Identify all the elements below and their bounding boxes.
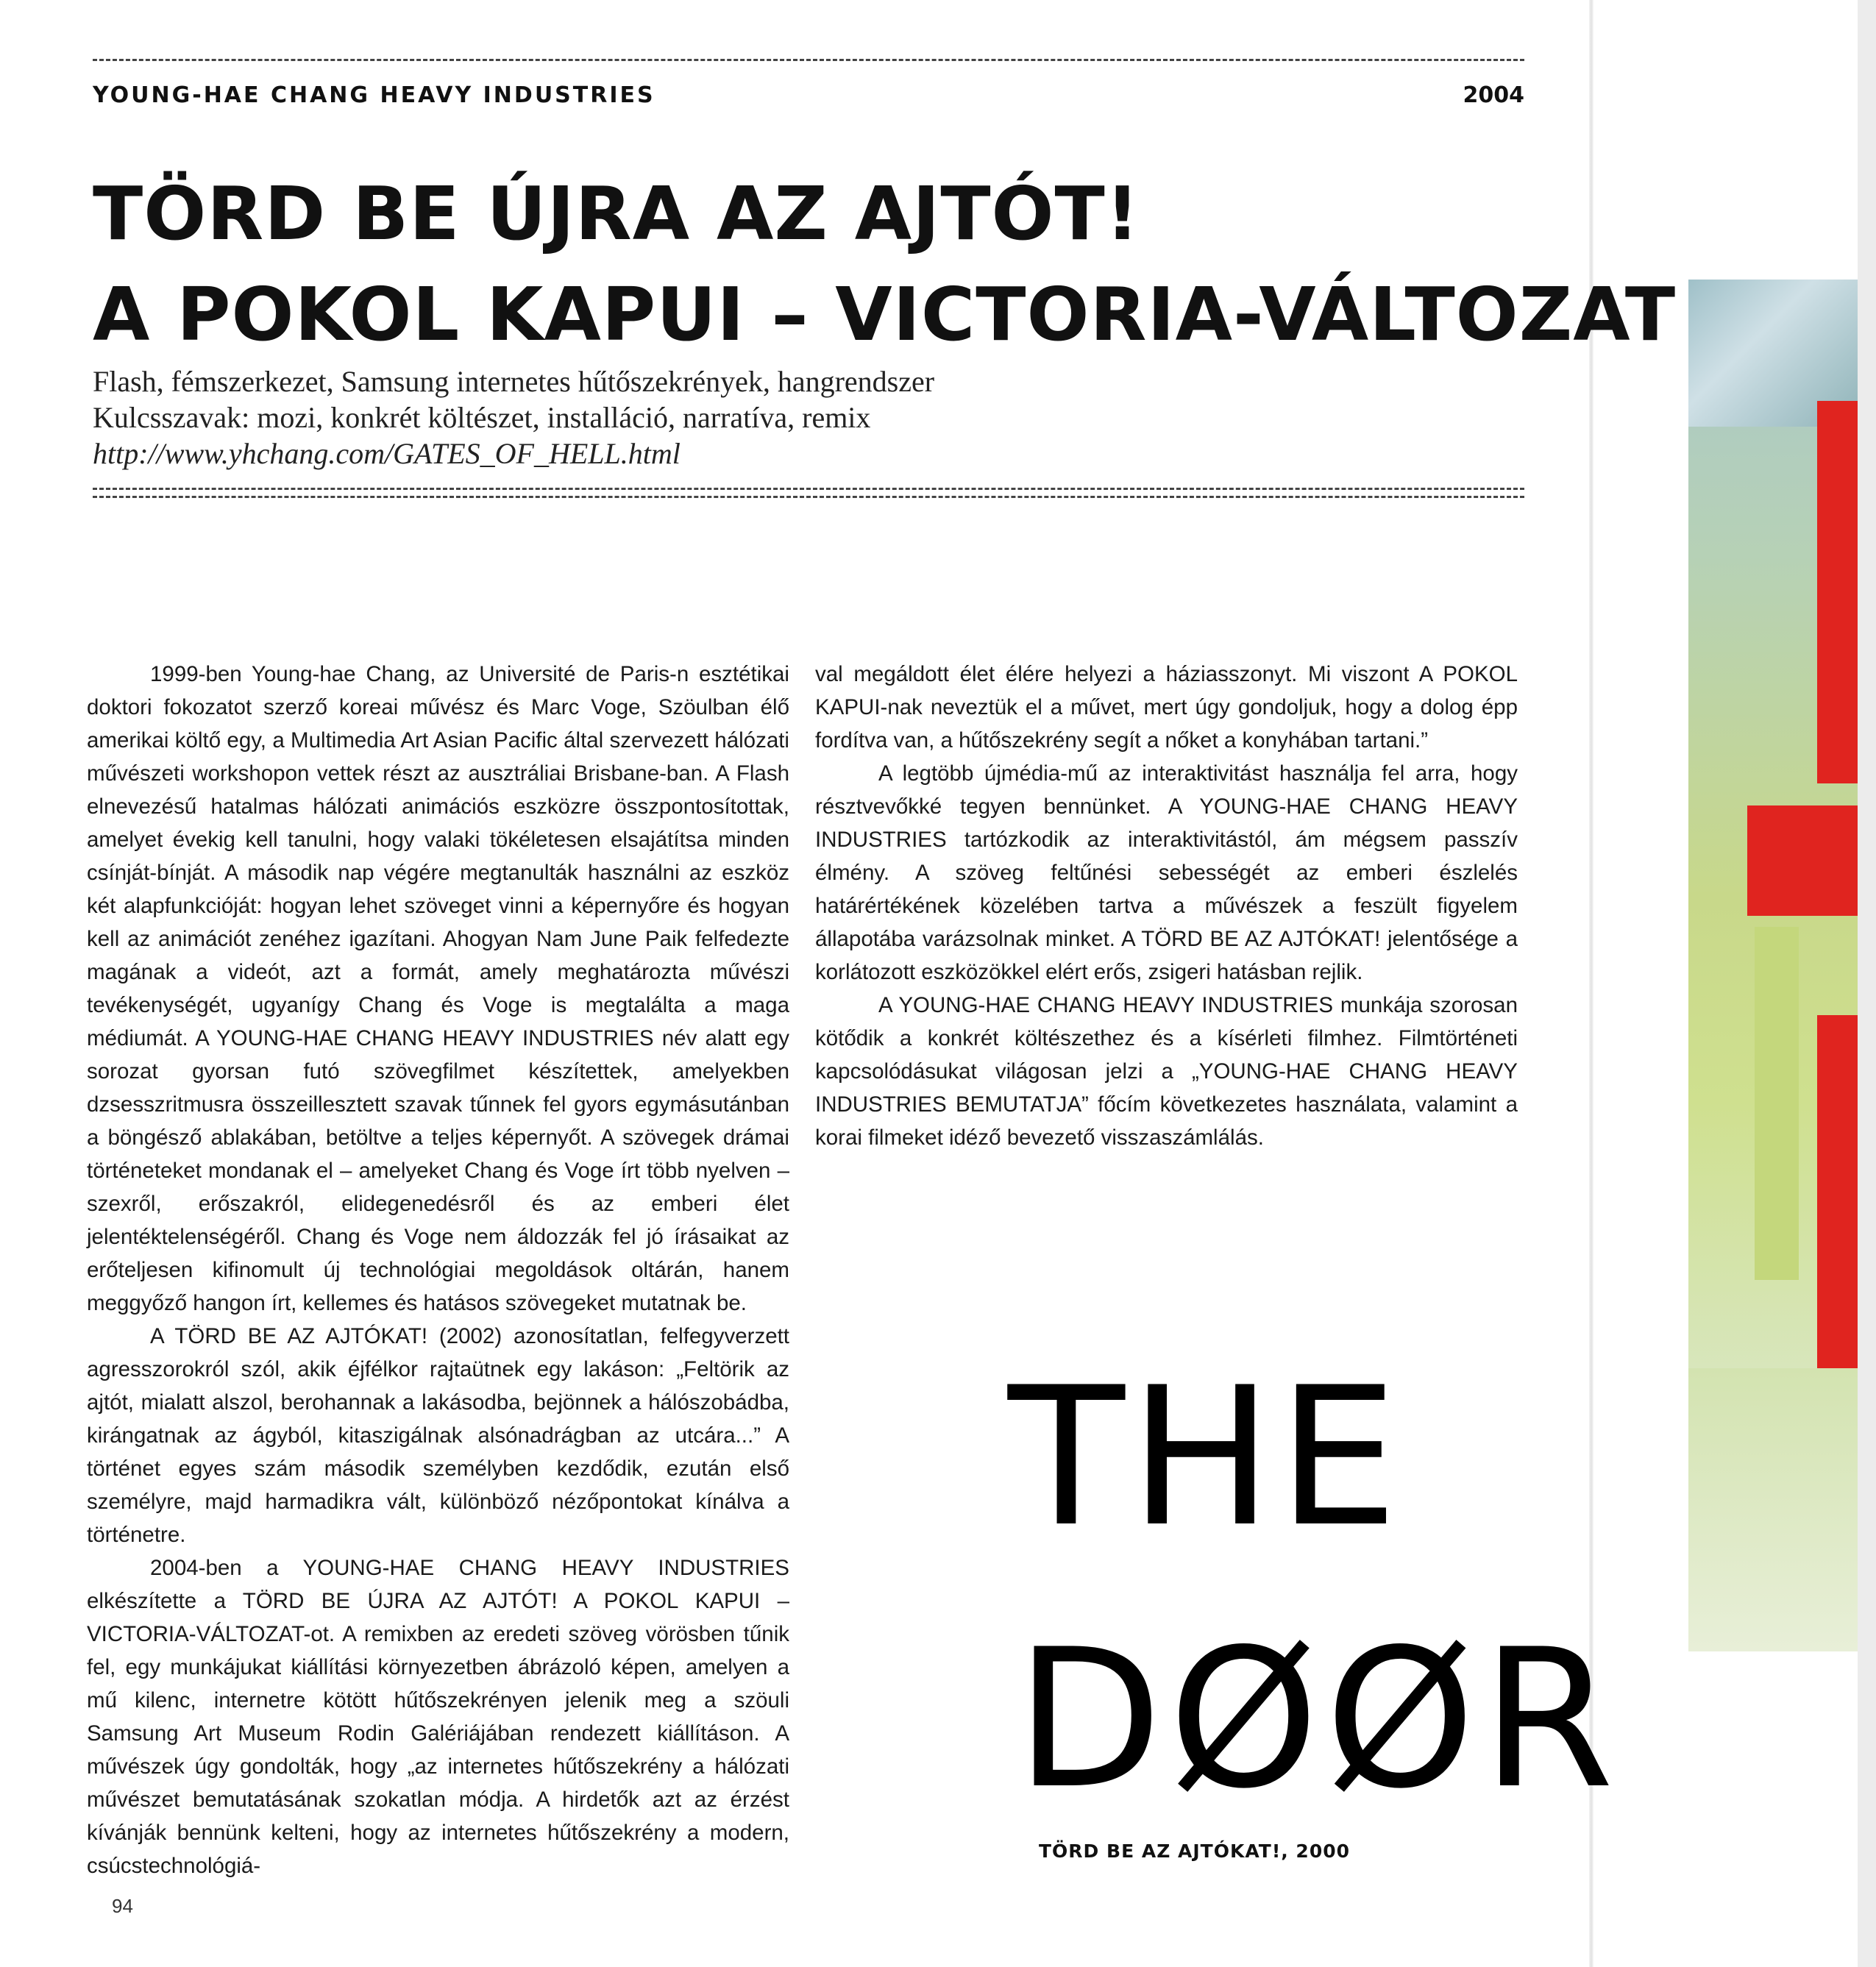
photo-red-fridge bbox=[1817, 401, 1858, 783]
url-link[interactable]: http://www.yhchang.com/GATES_OF_HELL.html bbox=[93, 437, 681, 470]
title-line-1: TÖRD BE ÚJRA AZ AJTÓT! bbox=[93, 171, 1140, 257]
paragraph: A legtöbb újmédia-mű az interaktivitást használja fel arra, hogy résztvevőkké tegyen bennünket. A YOUNG-HAE CHANG HEAVY INDUSTRIES tartózkodik az interaktivitástól, ám mégsem passzív élmény. A szöveg feltűnési sebességét az emberi észlelés határértékének közelében tartva a művészek a feszült figyelem állapotába varázsolnak minket. A TÖRD BE AZ AJTÓKAT! jelentősége a korlátozott eszközökkel elért erős, zsigeri hatásban rejlik. bbox=[815, 761, 1518, 984]
body-column-right bbox=[815, 658, 1518, 1154]
title-line-2: A POKOL KAPUI – VICTORIA-VÁLTOZAT bbox=[93, 271, 1677, 358]
paragraph: 1999-ben Young-hae Chang, az Université de Paris-n esztétikai doktori fokozatot szerző koreai művész és Marc Voge, Szöulban élő amerikai költő egy, a Multimedia Art Asian Pacific által szervezett hálózati művészeti workshopon vettek részt az ausztráliai Brisbane-ban. A Flash elnevezésű hatalmas hálózati animációs eszközre összpontosítottak, amelyet évekig kell tanulni, hogy valaki tökéletesen elsajátítsa minden csínját-bínját. A második nap végére megtanulták használni az eszköz két alapfunkcióját: hogyan lehet szöveget vinni a képernyőre és hogyan kell az animációt zenéhez igazítani. Ahogyan Nam June Paik felfedezte magának a videót, azt a formát, amely meghatározta művészi tevékenységét, ugyanígy Chang és Voge is megtalálta a maga médiumát. A YOUNG-HAE CHANG HEAVY INDUSTRIES név alatt egy sorozat gyorsan futó szövegfilmet készítettek, amelyekben dzsesszritmusra összeillesztett szavak tűnnek fel gyors egymásutánban a böngésző ablakában, betöltve a teljes képernyőt. A szövegek drámai történeteket mondanak el – amelyeket Chang és Voge írt több nyelven – szexről, erőszakról, elidegenedésről és az emberi élet jelentéktelenségéről. Chang és Voge nem áldozzák fel jó írásaikat az erőteljesen kifinomult új technológiai megoldások oltárán, hanem meggyőző hangon írt, kellemes és hatásos szövegeket mutatnak be. bbox=[87, 662, 789, 1315]
artwork-caption: TÖRD BE AZ AJTÓKAT!, 2000 bbox=[1039, 1840, 1350, 1862]
double-dashed-rule bbox=[93, 488, 1524, 498]
paragraph: val megáldott élet élére helyezi a háziasszonyt. Mi viszont A POKOL KAPUI-nak neveztük el a művet, mert úgy gondoljuk, hogy a dolog épp fordítva van, a hűtőszekrény segít a nőket a konyhában tartani.” bbox=[815, 662, 1518, 753]
installation-photo bbox=[1688, 280, 1858, 1651]
paragraph: 2004-ben a YOUNG-HAE CHANG HEAVY INDUSTRIES elkészítette a TÖRD BE ÚJRA AZ AJTÓT! A POKOL KAPUI – VICTORIA-VÁLTOZAT-ot. A remixben az eredeti szöveg vörösben tűnik fel, egy munkájukat kiállítási környezetben ábrázoló képen, amelyen a mű kilenc, internetre kötött hűtőszekrényen jelenik meg a szöuli Samsung Art Museum Rodin Galériájában rendezett kiállításon. A művészek úgy gondolták, hogy „az internetes hűtőszekrény a hálózati művészet bemutatásának szokatlan módja. A hirdetők azt az érzést kívánják bennünk kelteni, hogy az internetes hűtőszekrény a modern, csúcstechnológiá- bbox=[87, 1556, 789, 1878]
header-artist: YOUNG-HAE CHANG HEAVY INDUSTRIES bbox=[93, 82, 655, 108]
paragraph: A YOUNG-HAE CHANG HEAVY INDUSTRIES munkája szorosan kötődik a konkrét költészethez és a kísérleti filmhez. Filmtörténeti kapcsolódásukat világosan jelzi a „YOUNG-HAE CHANG HEAVY INDUSTRIES BEMUTATJA” főcím következetes használata, valamint a korai filmeket idéző bevezető visszaszámlálás. bbox=[815, 993, 1518, 1150]
artwork-title-door: DØØR bbox=[1015, 1609, 1621, 1831]
photo-floor bbox=[1688, 1368, 1858, 1651]
photo-red-panel bbox=[1747, 805, 1858, 916]
page-edge bbox=[1858, 0, 1876, 1967]
body-column-left bbox=[87, 658, 789, 1882]
header-year: 2004 bbox=[1463, 82, 1524, 108]
artwork-title-the: THE bbox=[1008, 1347, 1403, 1569]
media-line: Flash, fémszerkezet, Samsung internetes hűtőszekrények, hangrendszer bbox=[93, 365, 935, 398]
keywords-line: Kulcsszavak: mozi, konkrét költészet, installáció, narratíva, remix bbox=[93, 401, 871, 434]
top-dashed-rule bbox=[93, 59, 1524, 61]
photo-green-column bbox=[1755, 927, 1799, 1280]
photo-red-fridge bbox=[1817, 1015, 1858, 1383]
page-number: 94 bbox=[112, 1895, 133, 1917]
paragraph: A TÖRD BE AZ AJTÓKAT! (2002) azonosítatlan, felfegyverzett agresszorokról szól, akik éjfélkor rajtaütnek egy lakáson: „Feltörik az ajtót, mialatt alszol, berohannak a lakásodba, bejönnek a hálószobádba, kirángatnak az ágyból, kitaszigálnak alsónadrágban az utcára...” A történet egyes szám második személyben kezdődik, ezután első személyre, majd harmadikra vált, különböző nézőpontokat kínálva a történetre. bbox=[87, 1324, 789, 1547]
